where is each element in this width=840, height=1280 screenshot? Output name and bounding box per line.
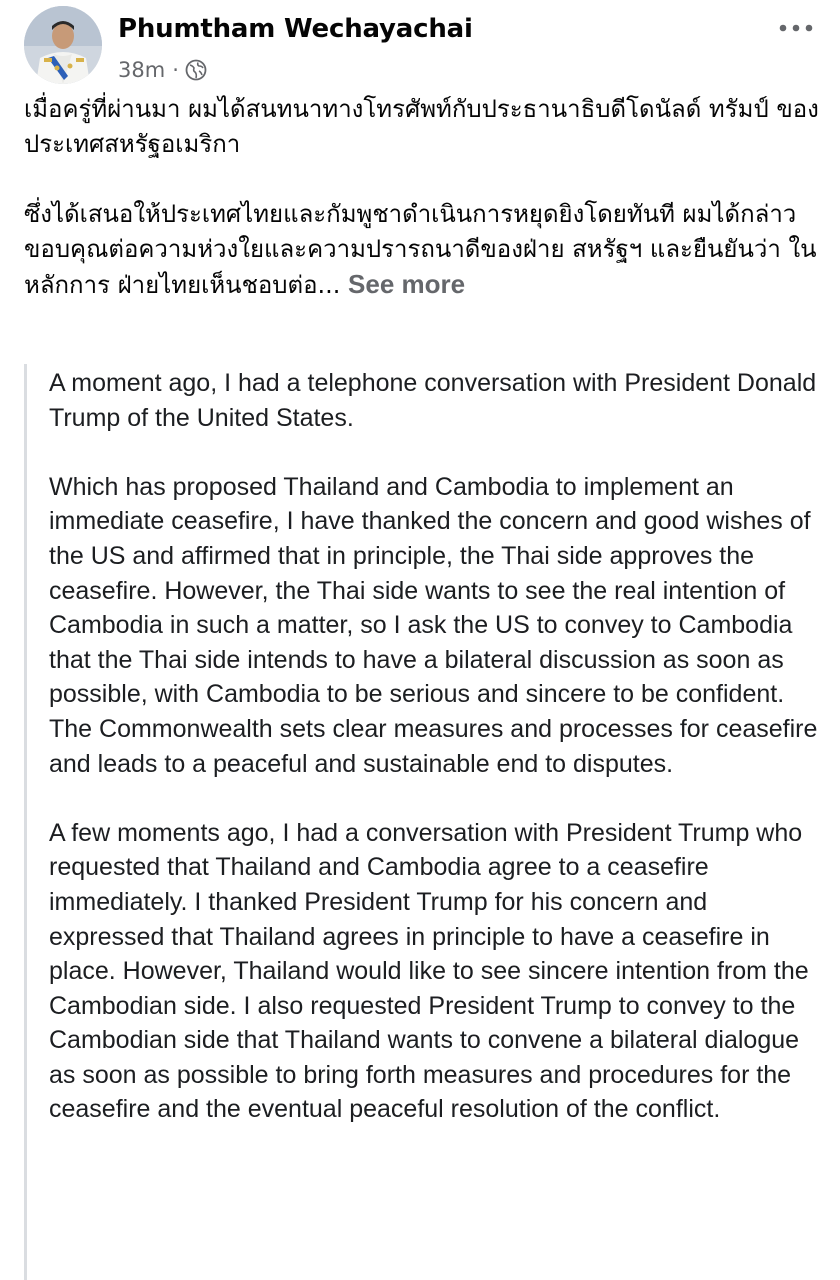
post-paragraph: เมื่อครู่ที่ผ่านมา ผมได้สนทนาทางโทรศัพท์กับประธานาธิบดีโดนัลด์ ทรัมป์ ของประเทศสหรัฐอเมริกา xyxy=(24,95,819,158)
post-header xyxy=(24,6,816,86)
translation-text xyxy=(49,366,825,1162)
meta-separator: · xyxy=(172,58,179,82)
more-dots-icon xyxy=(779,24,813,32)
author-name[interactable]: Phumtham Wechayachai xyxy=(118,14,473,44)
translation-paragraph: A moment ago, I had a telephone conversation with President Donald Trump of the United States. xyxy=(49,369,817,432)
more-options-button[interactable] xyxy=(776,16,816,40)
post-paragraph-truncated xyxy=(24,197,824,303)
translation-paragraph: A few moments ago, I had a conversation with President Trump who requested that Thailand and Cambodia agree to a ceasefire immediately. I thanked President Trump for his concern and expressed that Thailand agrees in principle to have a ceasefire in place. However, Thailand would like to see sincere intention from the Cambodian side. I also requested President Trump to convey to the Cambodian side that Thailand wants to convene a bilateral dialogue as soon as possible to bring forth measures and procedures for the ceasefire and the eventual peaceful resolution of the conflict. xyxy=(49,818,809,1124)
translation-paragraph: Which has proposed Thailand and Cambodia to implement an immediate ceasefire, I have thanked the concern and good wishes of the US and affirmed that in principle, the Thai side approves the ceasefire. However, the Thai side wants to see the real intention of Cambodia in such a matter, so I ask the US to convey to Cambodia that the Thai side intends to have a bilateral discussion as soon as possible, with Cambodia to be serious and sincere to be confident. The Commonwealth sets clear measures and processes for ceasefire and leads to a peaceful and sustainable end to disputes. xyxy=(49,472,818,778)
post-text xyxy=(24,92,824,303)
avatar[interactable] xyxy=(24,6,102,84)
post-paragraph-text: ซึ่งได้เสนอให้ประเทศไทยและกัมพูชาดำเนินการหยุดยิงโดยทันที ผมได้กล่าวขอบคุณต่อความห่วงใยและความปรารถนาดีของฝ่าย สหรัฐฯ และยืนยันว่า ในหลักการ ฝ่ายไทยเห็นชอบต่อ... xyxy=(24,200,817,299)
profile-photo xyxy=(24,6,102,84)
globe-icon xyxy=(185,59,207,81)
translation-quote xyxy=(24,364,827,1280)
post-time[interactable]: 38m xyxy=(118,58,166,82)
see-more-link[interactable]: See more xyxy=(348,269,466,299)
post-meta xyxy=(118,56,207,84)
